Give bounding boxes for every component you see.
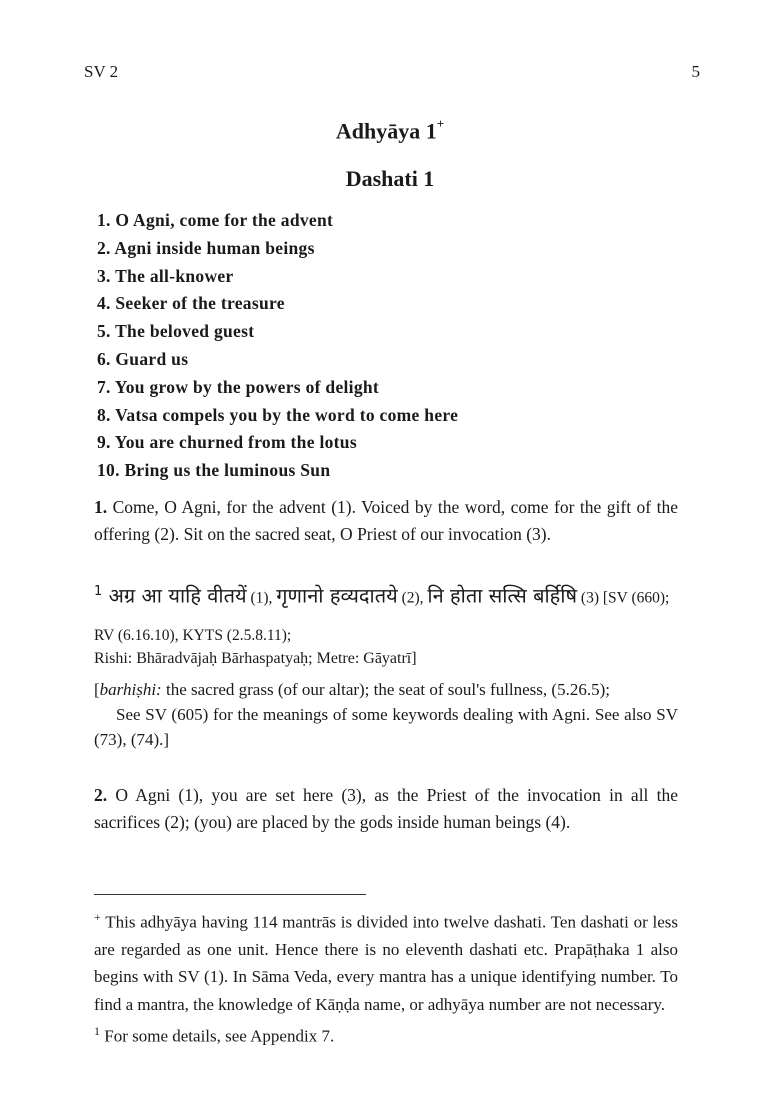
note-definition: [barhiṣhi: the sacred grass (of our altar); the seat of soul's fullness, (5.26.5); <box>94 680 610 699</box>
rishi-metre-line: Rishi: Bhāradvājaḥ Bārhaspatyaḥ; Metre: Gāyatrī] <box>94 650 417 667</box>
cross-references: (3) [SV (660); RV (6.16.10), KYTS (2.5.8.11); <box>94 589 670 644</box>
list-item: 2. Agni inside human beings <box>97 237 315 258</box>
note-term: barhiṣhi: <box>99 680 162 699</box>
translation-text: O Agni (1), you are set here (3), as the Priest of the invocation in all the sacrifices (2); (you) are placed by the gods inside human beings (4). <box>94 785 678 832</box>
dashati-heading: Dashati 1 <box>345 166 435 191</box>
commentary-note <box>94 677 678 752</box>
note-see-also: See SV (605) for the meanings of some keywords dealing with Agni. See also SV (73), (74).] <box>94 705 678 749</box>
adhyaya-title: Adhyāya 1 <box>335 118 437 144</box>
footnote-one <box>94 1018 678 1050</box>
verse-ref: (2), <box>397 589 428 607</box>
devanagari-text: अग्र आ याहि वीतयें <box>108 583 247 608</box>
footnote-marker: + <box>94 910 101 924</box>
mantra-1-translation <box>94 494 678 548</box>
list-item: 6. Guard us <box>97 348 189 369</box>
footnote-divider <box>94 894 366 895</box>
mantra-2-translation <box>94 782 678 836</box>
footnote-plus <box>94 904 678 1018</box>
footnotes <box>94 904 678 1050</box>
footnote-marker: + <box>436 116 445 131</box>
mantra-title-list <box>97 207 458 485</box>
footnote-marker: 1 <box>94 584 103 599</box>
verse-ref: (1), <box>246 589 277 607</box>
footnote-marker: 1 <box>94 1023 100 1038</box>
adhyaya-heading <box>0 118 780 144</box>
note-text: the sacred grass (of our altar); the seat of soul's fullness, (5.26.5); <box>161 680 610 699</box>
list-item: 4. Seeker of the treasure <box>97 293 285 314</box>
page-number: 5 <box>691 62 700 81</box>
list-item: 1. O Agni, come for the advent <box>97 210 334 230</box>
translation-text: Come, O Agni, for the advent (1). Voiced by the word, come for the gift of the offering (2). Sit on the sacred seat, O Priest of our invocation (3). <box>94 497 678 544</box>
list-item: 5. The beloved guest <box>97 321 255 342</box>
list-item: 7. You grow by the powers of delight <box>97 376 380 397</box>
devanagari-text: नि होता सत्सि बर्हिषि <box>427 583 578 608</box>
mantra-number: 2. <box>94 785 108 805</box>
list-item: 10. Bring us the luminous Sun <box>97 460 331 481</box>
list-item: 9. You are churned from the lotus <box>97 432 357 453</box>
mantra-number: 1. <box>94 497 108 517</box>
section-label: SV 2 <box>84 62 119 81</box>
list-item: 3. The all-knower <box>97 265 234 286</box>
devanagari-text: गृणानो हव्यदातये <box>276 583 398 608</box>
sanskrit-verse <box>94 575 684 653</box>
list-item: 8. Vatsa compels you by the word to come here <box>97 404 459 425</box>
footnote-text: For some details, see Appendix 7. <box>100 1026 335 1046</box>
footnote-text: This adhyāya having 114 mantrās is divided into twelve dashati. Ten dashati or less are regarded as one unit. Hence there is no eleventh dashati etc. Prapāṭhaka 1 also begins with SV (1). In Sāma Veda, every mantra has a unique identifying number. To find a mantra, the knowledge of Kāṇḍa name, or adhyāya number are not necessary. <box>94 912 678 1014</box>
